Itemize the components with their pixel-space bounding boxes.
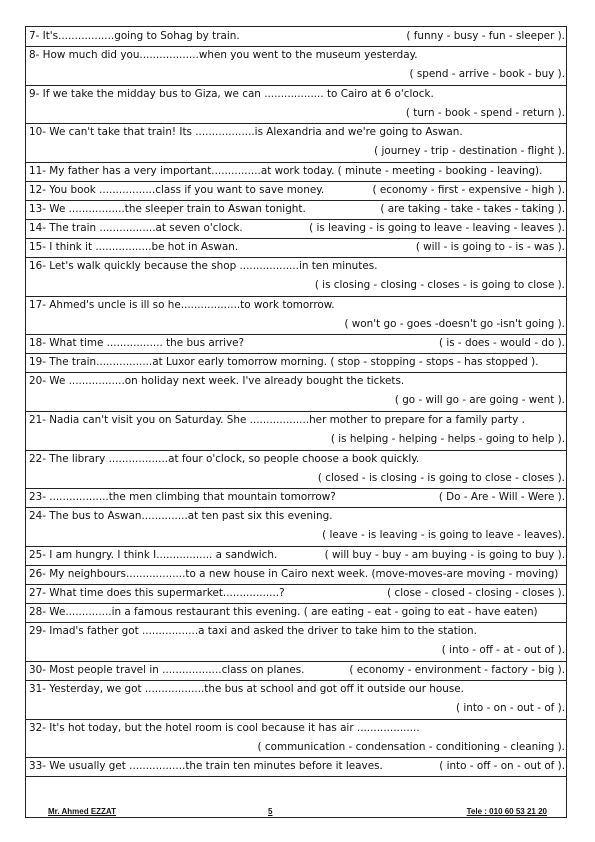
divider	[26, 238, 566, 239]
question-options: ( economy - environment - factory - big ).	[349, 664, 565, 676]
question-31	[29, 682, 567, 720]
question-options: ( won't go - goes -doesn't go -isn't going ).	[344, 318, 565, 330]
question-24	[29, 509, 567, 547]
divider	[26, 450, 566, 451]
question-stem: 28- We..............in a famous restaurant this evening. ( are eating - eat - going to eat - have eaten)	[29, 606, 538, 618]
question-29	[29, 624, 567, 662]
question-stem: 33- We usually get .................the train ten minutes before it leaves.	[29, 760, 383, 772]
question-stem: 15- I think it .................be hot in Aswan.	[29, 241, 239, 253]
question-stem: 22- The library ..................at four o'clock, so people choose a book quickly.	[29, 453, 420, 465]
question-options: ( go - will go - are going - went ).	[394, 394, 565, 406]
question-options: ( into - off - at - out of ).	[441, 644, 565, 656]
question-22	[29, 452, 567, 490]
question-options: ( close - closed - closing - closes ).	[387, 587, 565, 599]
question-options: ( is closing - closing - closes - is going to close ).	[314, 279, 565, 291]
question-options: ( will - is going to - is - was ).	[415, 241, 565, 253]
divider	[26, 200, 566, 201]
divider	[26, 546, 566, 547]
question-options: ( are taking - take - takes - taking ).	[380, 203, 565, 215]
divider	[26, 123, 566, 124]
question-options: ( funny - busy - fun - sleeper ).	[406, 30, 565, 42]
question-stem: 11- My father has a very important...............at work today. ( minute - meeting - booking - leaving).	[29, 165, 543, 177]
divider	[26, 680, 566, 681]
question-stem: 21- Nadia can't visit you on Saturday. She ..................her mother to prepare for a family party .	[29, 414, 525, 426]
question-21	[29, 413, 567, 451]
question-options: ( is - does - would - do ).	[438, 337, 565, 349]
divider	[26, 46, 566, 47]
question-stem: 14- The train .................at seven o'clock.	[29, 222, 243, 234]
question-20	[29, 374, 567, 412]
footer-page-number: 5	[268, 807, 273, 816]
question-stem: 26- My neighbours..................to a new house in Cairo next week. (move-moves-are moving - moving)	[29, 568, 559, 580]
question-16	[29, 259, 567, 297]
divider	[26, 603, 566, 604]
question-10	[29, 125, 567, 163]
question-options: ( economy - first - expensive - high ).	[372, 184, 565, 196]
divider	[26, 411, 566, 412]
footer-author: Mr. Ahmed EZZAT	[48, 807, 116, 816]
divider	[26, 334, 566, 335]
question-17	[29, 298, 567, 336]
question-stem: 18- What time ................. the bus arrive?	[29, 337, 245, 349]
question-stem: 10- We can't take that train! Its ..................is Alexandria and we're going to Aswan.	[29, 126, 463, 138]
divider	[26, 507, 566, 508]
question-stem: 32- It's hot today, but the hotel room is cool because it has air ...................	[29, 722, 420, 734]
footer-telephone: Tele : 010 60 53 21 20	[466, 807, 547, 816]
question-options: ( into - on - out - of ).	[456, 702, 565, 714]
divider	[26, 757, 566, 758]
divider	[26, 372, 566, 373]
question-stem: 31- Yesterday, we got ..................the bus at school and got off it outside our house.	[29, 683, 464, 695]
question-options: ( closed - is closing - is going to close - closes ).	[317, 472, 565, 484]
question-stem: 19- The train.................at Luxor early tomorrow morning. ( stop - stopping - stops - has stopped ).	[29, 356, 539, 368]
question-stem: 7- It's.................going to Sohag by train.	[29, 30, 240, 42]
worksheet-frame	[25, 26, 567, 818]
divider	[26, 584, 566, 585]
divider	[26, 565, 566, 566]
divider	[26, 162, 566, 163]
question-options: ( into - off - on - out of ).	[439, 760, 565, 772]
question-stem: 9- If we take the midday bus to Giza, we can .................. to Cairo at 6 o'clock.	[29, 88, 434, 100]
question-stem: 12- You book .................class if you want to save money.	[29, 184, 325, 196]
question-stem: 16- Let's walk quickly because the shop ..................in ten minutes.	[29, 260, 378, 272]
question-options: ( turn - book - spend - return ).	[405, 107, 565, 119]
divider	[26, 719, 566, 720]
question-stem: 23- ..................the men climbing that mountain tomorrow?	[29, 491, 336, 503]
question-options: ( Do - Are - Will - Were ).	[438, 491, 565, 503]
question-stem: 25- I am hungry. I think I................. a sandwich.	[29, 549, 278, 561]
divider	[26, 85, 566, 86]
divider	[26, 181, 566, 182]
divider	[26, 661, 566, 662]
question-options: ( is helping - helping - helps - going to help ).	[330, 433, 565, 445]
question-8	[29, 48, 567, 86]
divider	[26, 622, 566, 623]
question-stem: 30- Most people travel in ..................class on planes.	[29, 664, 305, 676]
question-stem: 20- We .................on holiday next week. I've already bought the tickets.	[29, 375, 405, 387]
question-options: ( will buy - buy - am buying - is going to buy ).	[324, 549, 565, 561]
question-options: ( journey - trip - destination - flight ).	[374, 145, 565, 157]
question-32	[29, 721, 567, 759]
divider	[26, 219, 566, 220]
question-9	[29, 87, 567, 125]
divider	[26, 257, 566, 258]
question-options: ( communication - condensation - conditioning - cleaning ).	[257, 741, 565, 753]
question-stem: 17- Ahmed's uncle is ill so he..................to work tomorrow.	[29, 299, 335, 311]
question-stem: 29- Imad's father got .................a taxi and asked the driver to take him to the station.	[29, 625, 477, 637]
divider	[26, 296, 566, 297]
page-footer	[25, 805, 567, 818]
question-stem: 13- We .................the sleeper train to Aswan tonight.	[29, 203, 306, 215]
question-stem: 27- What time does this supermarket.................?	[29, 587, 285, 599]
question-options: ( leave - is leaving - is going to leave - leaves).	[322, 529, 565, 541]
question-options: ( is leaving - is going to leave - leaving - leaves ).	[309, 222, 565, 234]
question-stem: 8- How much did you..................when you went to the museum yesterday.	[29, 49, 418, 61]
divider	[26, 488, 566, 489]
question-stem: 24- The bus to Aswan..............at ten past six this evening.	[29, 510, 333, 522]
divider	[26, 353, 566, 354]
question-options: ( spend - arrive - book - buy ).	[409, 68, 565, 80]
divider	[26, 776, 566, 777]
